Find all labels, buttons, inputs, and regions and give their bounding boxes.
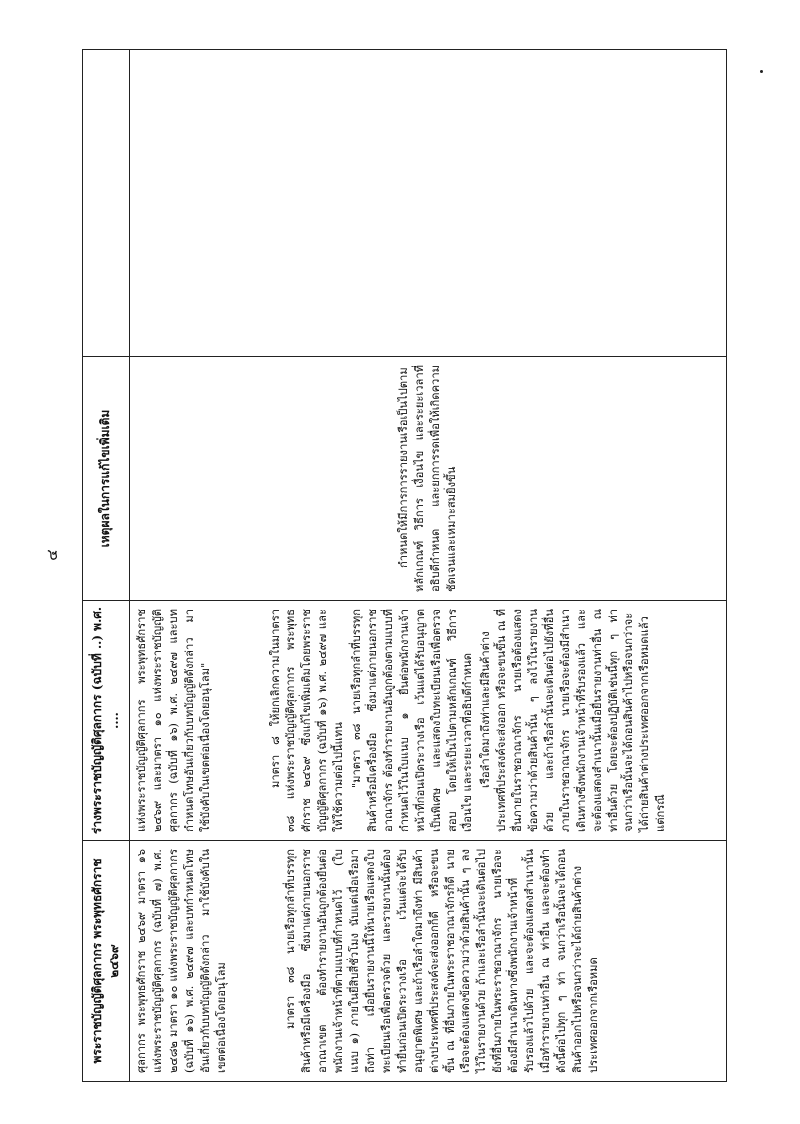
current-law-cell [130,841,727,1082]
rotated-page-content [82,50,727,1082]
comparison-table [82,49,727,1082]
header-draft-law: ร่างพระราชบัญญัติศุลกากร (ฉบับที่ ..) พ.ศ. .... [83,601,130,841]
draft-law-cell [130,601,727,841]
current-law-paragraph-1: ศุลกากร พระพุทธศักราช ๒๔๖๙ มาตรา ๑๖ แห่งพระราชบัญญัติศุลกากร (ฉบับที่ ๗) พ.ศ. ๒๔๘๒ มาตรา ๑๐ แห่งพระราชบัญญัติศุลกากร (ฉบับที่ ๑๖) พ.ศ. ๒๔๙๗ และบทกำหนดโทษอันเกี่ยวกับบทบัญญัติดังกล่าว มาใช้บังคับในเขตต่อเนื่องโดยอนุโลม [135,849,228,1073]
draft-law-section-8: มาตรา ๘ ให้ยกเลิกความในมาตรา ๓๘ แห่งพระราชบัญญัติศุลกากร พระพุทธศักราช ๒๔๖๙ ซึ่งแก้ไขเพิ่มเติมโดยพระราชบัญญัติศุลกากร (ฉบับที่ ๑๖) พ.ศ. ๒๔๙๗ และให้ใช้ความต่อไปนี้แทน [268,609,346,832]
draft-law-section-38: "มาตรา ๓๘ นายเรือทุกลำที่บรรทุกสินค้าหรือมีเครื่องมือ ซึ่งมาแต่ภายนอกราชอาณาจักร ต้องทำรายงานอันถูกต้องตามแบบที่กำหนดไว้ในใบแนบ ๑ ยื่นต่อพนักงานเจ้าหน้าที่ก่อนเปิดระวางเรือ เว้นแต่ได้รับอนุญาตเป็นพิเศษ และแสดงใบทะเบียนเรือเพื่อตรวจสอบ โดยให้เป็นไปตามหลักเกณฑ์ วิธีการ เงื่อนไข และระยะเวลาที่อธิบดีกำหนด [350,609,475,832]
header-current-law: พระราชบัญญัติศุลกากร พระพุทธศักราช ๒๔๖๙ [83,841,130,1082]
current-law-section-38: มาตรา ๓๘ นายเรือทุกลำที่บรรทุกสินค้าหรือมีเครื่องมือ ซึ่งมาแต่ภายนอกราชอาณาเขต ต้องทำรายงานอันถูกต้องยื่นต่อพนักงานเจ้าหน้าที่ตามแบบที่กำหนดไว้ (ใบแนบ ๑) ภายในยี่สิบสี่ชั่วโมง นับแต่เมื่อเรือมาถึงท่า เมื่อยื่นรายงานนี้ให้นายเรือแสดงใบทะเบียนเรือเพื่อตรวจด้วย และรายงานนั้นต้องทำยื่นก่อนเปิดระวางเรือ เว้นแต่จะได้รับอนุญาตพิเศษ และถ้าเรือลำใดมาถึงท่า มีสินค้าต่างประเทศที่ประสงค์จะส่งออกก็ดี หรือจะขนขึ้น ณ ที่อื่นภายในพระราชอาณาจักรก็ดี นายเรือจะต้องแสดงข้อความว่าด้วยสินค้านั้น ๆ ลงไว้ในรายงานด้วย ถ้าและเรือลำนั้นจะเดินต่อไปยังที่อื่นภายในพระราชอาณาจักร นายเรือจะต้องมีสำเนาเดินทางซึ่งพนักงานเจ้าหน้าที่รับรองแล้วไปด้วย และจะต้องแสดงสำเนานั้นเมื่อทำรายงานท่าอื่น ณ ท่าอื่น และจะต้องทำดังนี้ต่อไปทุก ๆ ท่า จนกว่าเรือนั้นจะได้ถอนสินค้าออกไปหรือจนกว่าจะได้ถ่ายสินค้าต่างประเทศออกจากเรือหมด [284,849,600,1073]
table-header-row [83,50,130,1082]
blank-cell [130,50,727,357]
reason-text: กำหนดให้มีการการรายงานเรือเป็นไปตามหลักเกณฑ์ วิธีการ เงื่อนไข และระยะเวลาที่อธิบดีกำหนด และยกการรดเพื่อให้เกิดความชัดเจนและเหมาะสมยิ่งขึ้น [397,365,458,592]
header-reasons: เหตุผลในการแก้ไขเพิ่มเติม [83,357,130,601]
table-body-row [130,50,727,1082]
draft-law-section-38-paragraph-2: เรือลำใดมาถึงท่าและมีสินค้าต่างประเทศที่ประสงค์จะส่งออก หรือจะขนขึ้น ณ ที่อื่นภายในราชอาณาจักร นายเรือต้องแสดงข้อความว่าด้วยสินค้านั้น ๆ ลงไว้ในรายงานด้วย และถ้าเรือลำนั้นจะเดินต่อไปยังที่อื่นภายในราชอาณาจักร นายเรือจะต้องมีสำเนาเดินทางซึ่งพนักงานเจ้าหน้าที่รับรองแล้ว และจะต้องแสดงสำเนานั้นเมื่อยื่นรายงานท่าอื่น ณ ท่าอื่นด้วย โดยจะต้องปฏิบัติเช่นนี้ทุก ๆ ท่า จนกว่าเรือนั้นจะได้ถอนสินค้าไปหรือจนกว่าจะได้ถ่ายสินค้าต่างประเทศออกจากเรือหมดแล้วแต่กรณี [479,609,668,832]
scan-speck [760,70,763,73]
header-blank [83,50,130,357]
draft-law-paragraph-1: แห่งพระราชบัญญัติศุลกากร พระพุทธศักราช ๒๔๖๙ และมาตรา ๑๐ แห่งพระราชบัญญัติศุลกากร (ฉบับที่ ๑๖) พ.ศ. ๒๔๙๗ และบทกำหนดโทษอันเกี่ยวกับบทบัญญัติดังกล่าว มาใช้บังคับในเขตต่อเนื่องโดยอนุโลม" [135,609,212,832]
reasons-cell [130,357,727,601]
page-number: ๔ [43,549,61,561]
